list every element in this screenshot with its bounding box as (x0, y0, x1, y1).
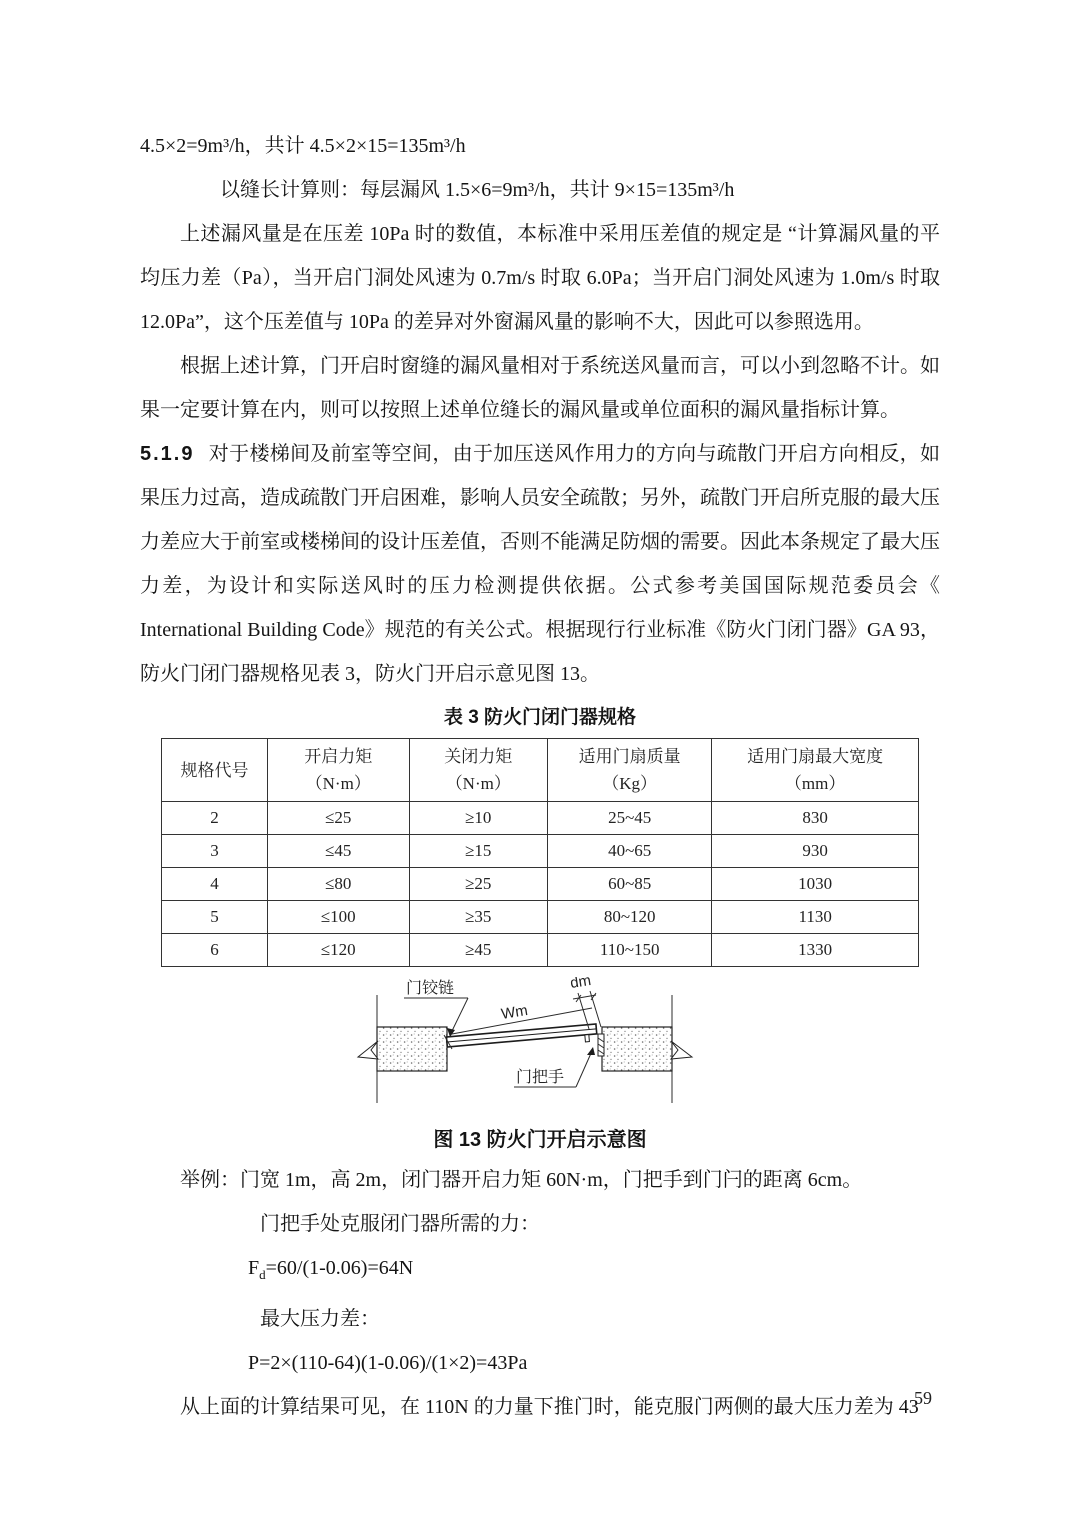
page-number: 59 (914, 1388, 932, 1408)
table-cell: ≥25 (409, 868, 548, 901)
dm-dimension-label: dm (568, 977, 593, 992)
left-wall (377, 1027, 447, 1071)
hinge-leader-line (451, 998, 468, 1033)
example-intro: 举例：门宽 1m，高 2m，闭门器开启力矩 60N·m，门把手到门闩的距离 6cm。 (180, 1169, 863, 1191)
table-cell: 40~65 (548, 835, 712, 868)
door-plan-drawing (340, 977, 740, 1115)
table-cell: ≤100 (267, 901, 409, 934)
handle-leader-line (576, 1051, 592, 1087)
handle-label: 门把手 (516, 1069, 565, 1086)
left-wall-break-icon (358, 1041, 378, 1059)
col-header-spec-code: 规格代号 (162, 739, 268, 802)
table-cell: ≤80 (267, 868, 409, 901)
formula-fd-subscript: d (259, 1267, 266, 1282)
table-cell: 1130 (712, 901, 919, 934)
table-cell: 80~120 (548, 901, 712, 934)
table-row (162, 901, 919, 934)
table-cell: ≤45 (267, 835, 409, 868)
handle-leader-arrow-icon (587, 1047, 595, 1055)
col-header-closing-torque: 关闭力矩 （N·m） (409, 739, 548, 802)
paragraph-seam-calc: 以缝长计算则：每层漏风 1.5×6=9m³/h，共计 9×15=135m³/h (220, 179, 735, 201)
dm-extension-line (590, 991, 601, 1027)
table-row (162, 835, 919, 868)
example-conclusion: 从上面的计算结果可见，在 110N 的力量下推门时，能克服门两侧的最大压力差为 43 (180, 1396, 919, 1418)
door-handle (585, 1035, 590, 1042)
table-row (162, 868, 919, 901)
table-cell: ≤25 (267, 802, 409, 835)
table-cell: 2 (162, 802, 268, 835)
table-cell: 3 (162, 835, 268, 868)
table-cell: ≥15 (409, 835, 548, 868)
formula-fd-rest: =60/(1-0.06)=64N (265, 1257, 414, 1279)
table-cell: 110~150 (548, 934, 712, 967)
figure-caption: 图 13 防火门开启示意图 (433, 1129, 647, 1151)
table-cell: 830 (712, 802, 919, 835)
table-cell: ≥10 (409, 802, 548, 835)
table-row (162, 934, 919, 967)
wm-dimension-label: Wm (499, 1001, 529, 1023)
table-cell: 60~85 (548, 868, 712, 901)
table-cell: 25~45 (548, 802, 712, 835)
table-header-row (162, 739, 919, 802)
table-title: 表 3 防火门闭门器规格 (443, 707, 637, 728)
table-cell: ≤120 (267, 934, 409, 967)
paragraph-leakage-total: 4.5×2=9m³/h，共计 4.5×2×15=135m³/h (140, 135, 466, 157)
figure-door-opening-diagram (340, 977, 740, 1120)
dm-extension-line (578, 993, 589, 1029)
table-cell: 6 (162, 934, 268, 967)
table-cell: 1330 (712, 934, 919, 967)
door-leaf (446, 1024, 597, 1054)
table-cell: 930 (712, 835, 919, 868)
clause-number: 5.1.9 (140, 443, 195, 465)
example-pressure-label: 最大压力差： (260, 1308, 380, 1330)
example-force-label: 门把手处克服闭门器所需的力： (260, 1213, 540, 1235)
table-row (162, 802, 919, 835)
table-cell: 1030 (712, 868, 919, 901)
col-header-max-width: 适用门扇最大宽度 （mm） (712, 739, 919, 802)
paragraph-ignore-leakage: 根据上述计算，门开启时窗缝的漏风量相对于系统送风量而言，可以小到忽略不计。如果一定要计算在内，则可以按照上述单位缝长的漏风量或单位面积的漏风量指标计算。 (140, 355, 940, 421)
clause-text: 对于楼梯间及前室等空间，由于加压送风作用力的方向与疏散门开启方向相反，如果压力过高，造成疏散门开启困难，影响人员安全疏散；另外，疏散门开启所克服的最大压力差应大于前室或楼梯间的设计压差值，否则不能满足防烟的需要。因此本条规定了最大压力差，为设计和实际送风时的压力检测提供依据。公式参考美国国际规范委员会《 International Building Code》规范的有关公式。根据现行行业标准《防火门闭门器》GA 93，防火门闭门器规格见表 3，防火门开启示意见图 13。 (140, 443, 940, 685)
paragraph-pressure-basis: 上述漏风量是在压差 10Pa 时的数值，本标准中采用压差值的规定是 “计算漏风量的平均压力差（Pa），当开启门洞处风速为 0.7m/s 时取 6.0Pa；当开启门洞处风速为 1.0m/s 时取 12.0Pa”，这个压差值与 10Pa 的差异对外窗漏风量的影响不大，因此可以参照选用。 (140, 223, 940, 333)
formula-pressure: P=2×(110-64)(1-0.06)/(1×2)=43Pa (248, 1352, 528, 1374)
right-wall (602, 1027, 672, 1071)
col-header-opening-torque: 开启力矩 （N·m） (267, 739, 409, 802)
table-cell: 4 (162, 868, 268, 901)
col-header-door-mass: 适用门扇质量 （Kg） (548, 739, 712, 802)
table-cell: ≥35 (409, 901, 548, 934)
table-cell: ≥45 (409, 934, 548, 967)
table-cell: 5 (162, 901, 268, 934)
formula-fd-base: F (248, 1257, 260, 1279)
fire-door-closer-spec-table (161, 738, 919, 967)
clause-5-1-9 (140, 432, 940, 696)
formula-fd (140, 1246, 940, 1297)
right-wall-break-icon (671, 1041, 692, 1059)
hinge-label: 门铰链 (406, 980, 455, 997)
